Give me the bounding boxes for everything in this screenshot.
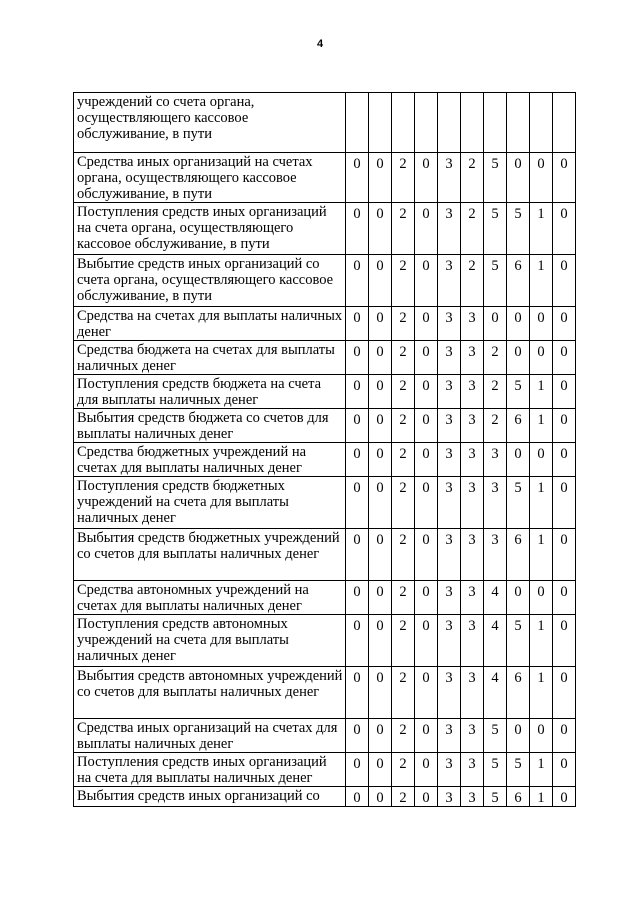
code-digit-cell: 0 bbox=[415, 307, 438, 341]
code-digit-cell: 0 bbox=[530, 443, 553, 477]
code-digit-cell: 0 bbox=[553, 307, 576, 341]
code-digit-cell: 1 bbox=[530, 615, 553, 667]
code-digit-cell: 2 bbox=[392, 409, 415, 443]
code-digit-cell: 0 bbox=[346, 667, 369, 719]
code-digit-cell: 0 bbox=[507, 307, 530, 341]
code-digit-cell: 0 bbox=[553, 719, 576, 753]
code-digit-cell: 0 bbox=[553, 477, 576, 529]
code-digit-cell: 0 bbox=[369, 375, 392, 409]
code-digit-cell: 3 bbox=[461, 753, 484, 787]
code-digit-cell: 0 bbox=[346, 307, 369, 341]
row-label: Средства бюджетных учреждений на счетах для выплаты наличных денег bbox=[74, 443, 346, 477]
account-codes-table bbox=[73, 92, 576, 807]
table-row bbox=[74, 341, 576, 375]
code-digit-cell: 3 bbox=[461, 443, 484, 477]
code-digit-cell: 4 bbox=[484, 667, 507, 719]
code-digit-cell: 2 bbox=[392, 753, 415, 787]
code-digit-cell: 2 bbox=[484, 409, 507, 443]
row-label: учреждений со счета органа, осуществляющего кассовое обслуживание, в пути bbox=[74, 93, 346, 153]
code-digit-cell: 5 bbox=[507, 753, 530, 787]
table-row bbox=[74, 787, 576, 807]
code-digit-cell: 3 bbox=[438, 203, 461, 255]
code-digit-cell: 0 bbox=[415, 153, 438, 203]
code-digit-cell: 0 bbox=[415, 443, 438, 477]
code-digit-cell bbox=[438, 93, 461, 153]
code-digit-cell: 0 bbox=[346, 203, 369, 255]
row-label: Средства на счетах для выплаты наличных денег bbox=[74, 307, 346, 341]
code-digit-cell: 3 bbox=[484, 477, 507, 529]
code-digit-cell: 2 bbox=[392, 307, 415, 341]
code-digit-cell: 5 bbox=[484, 719, 507, 753]
code-digit-cell: 0 bbox=[530, 341, 553, 375]
code-digit-cell: 0 bbox=[415, 255, 438, 307]
table-row bbox=[74, 443, 576, 477]
code-digit-cell bbox=[484, 93, 507, 153]
row-label: Выбытия средств автономных учреждений со счетов для выплаты наличных денег bbox=[74, 667, 346, 719]
code-digit-cell: 5 bbox=[484, 753, 507, 787]
code-digit-cell: 0 bbox=[369, 255, 392, 307]
code-digit-cell: 2 bbox=[392, 719, 415, 753]
code-digit-cell: 5 bbox=[507, 375, 530, 409]
code-digit-cell: 0 bbox=[553, 153, 576, 203]
code-digit-cell: 0 bbox=[507, 341, 530, 375]
code-digit-cell: 0 bbox=[369, 529, 392, 581]
code-digit-cell: 5 bbox=[507, 615, 530, 667]
code-digit-cell: 0 bbox=[553, 615, 576, 667]
code-digit-cell: 6 bbox=[507, 787, 530, 807]
code-digit-cell: 0 bbox=[415, 787, 438, 807]
code-digit-cell: 0 bbox=[415, 341, 438, 375]
table-row bbox=[74, 307, 576, 341]
code-digit-cell: 0 bbox=[530, 153, 553, 203]
code-digit-cell: 2 bbox=[392, 615, 415, 667]
code-digit-cell: 0 bbox=[369, 719, 392, 753]
code-digit-cell: 1 bbox=[530, 667, 553, 719]
code-digit-cell: 3 bbox=[484, 443, 507, 477]
code-digit-cell: 0 bbox=[369, 753, 392, 787]
code-digit-cell: 0 bbox=[415, 753, 438, 787]
code-digit-cell: 0 bbox=[415, 477, 438, 529]
code-digit-cell: 0 bbox=[415, 615, 438, 667]
code-digit-cell: 1 bbox=[530, 409, 553, 443]
code-digit-cell: 3 bbox=[438, 477, 461, 529]
code-digit-cell: 3 bbox=[438, 719, 461, 753]
code-digit-cell: 1 bbox=[530, 529, 553, 581]
code-digit-cell: 1 bbox=[530, 255, 553, 307]
code-digit-cell: 5 bbox=[507, 477, 530, 529]
code-digit-cell: 0 bbox=[369, 581, 392, 615]
code-digit-cell: 3 bbox=[438, 375, 461, 409]
code-digit-cell: 1 bbox=[530, 787, 553, 807]
code-digit-cell: 3 bbox=[438, 255, 461, 307]
code-digit-cell: 5 bbox=[484, 787, 507, 807]
code-digit-cell: 6 bbox=[507, 409, 530, 443]
row-label: Поступления средств иных организаций на счета органа, осуществляющего кассовое обслуживание, в пути bbox=[74, 203, 346, 255]
code-digit-cell: 3 bbox=[438, 753, 461, 787]
code-digit-cell: 3 bbox=[461, 375, 484, 409]
table-row bbox=[74, 477, 576, 529]
code-digit-cell: 0 bbox=[369, 341, 392, 375]
row-label: Выбытия средств бюджета со счетов для выплаты наличных денег bbox=[74, 409, 346, 443]
code-digit-cell: 0 bbox=[507, 443, 530, 477]
code-digit-cell: 2 bbox=[392, 443, 415, 477]
code-digit-cell: 2 bbox=[392, 341, 415, 375]
code-digit-cell: 0 bbox=[369, 615, 392, 667]
code-digit-cell: 2 bbox=[484, 375, 507, 409]
code-digit-cell bbox=[461, 93, 484, 153]
code-digit-cell: 2 bbox=[461, 203, 484, 255]
code-digit-cell: 0 bbox=[484, 307, 507, 341]
code-digit-cell: 3 bbox=[461, 581, 484, 615]
code-digit-cell: 3 bbox=[438, 307, 461, 341]
code-digit-cell: 3 bbox=[461, 477, 484, 529]
table-row bbox=[74, 375, 576, 409]
code-digit-cell: 0 bbox=[415, 375, 438, 409]
code-digit-cell: 0 bbox=[369, 787, 392, 807]
code-digit-cell: 2 bbox=[392, 375, 415, 409]
code-digit-cell: 3 bbox=[461, 529, 484, 581]
code-digit-cell: 2 bbox=[392, 153, 415, 203]
code-digit-cell: 6 bbox=[507, 667, 530, 719]
table-row bbox=[74, 753, 576, 787]
table-row bbox=[74, 409, 576, 443]
code-digit-cell: 2 bbox=[461, 153, 484, 203]
code-digit-cell: 0 bbox=[346, 719, 369, 753]
code-digit-cell: 0 bbox=[369, 307, 392, 341]
code-digit-cell: 3 bbox=[438, 153, 461, 203]
row-label: Поступления средств бюджетных учреждений на счета для выплаты наличных денег bbox=[74, 477, 346, 529]
code-digit-cell: 0 bbox=[415, 203, 438, 255]
code-digit-cell: 3 bbox=[438, 409, 461, 443]
code-digit-cell: 5 bbox=[484, 255, 507, 307]
row-label: Поступления средств бюджета на счета для выплаты наличных денег bbox=[74, 375, 346, 409]
code-digit-cell: 1 bbox=[530, 753, 553, 787]
code-digit-cell: 0 bbox=[346, 477, 369, 529]
code-digit-cell: 3 bbox=[461, 667, 484, 719]
code-digit-cell: 3 bbox=[461, 409, 484, 443]
code-digit-cell: 0 bbox=[415, 581, 438, 615]
row-label: Средства бюджета на счетах для выплаты наличных денег bbox=[74, 341, 346, 375]
code-digit-cell: 0 bbox=[369, 153, 392, 203]
table-row bbox=[74, 93, 576, 153]
code-digit-cell: 0 bbox=[553, 341, 576, 375]
code-digit-cell: 0 bbox=[553, 255, 576, 307]
code-digit-cell: 0 bbox=[346, 787, 369, 807]
code-digit-cell: 0 bbox=[346, 753, 369, 787]
code-digit-cell: 1 bbox=[530, 477, 553, 529]
code-digit-cell bbox=[553, 93, 576, 153]
code-digit-cell: 3 bbox=[461, 341, 484, 375]
code-digit-cell: 3 bbox=[461, 615, 484, 667]
code-digit-cell: 0 bbox=[369, 477, 392, 529]
row-label: Поступления средств иных организаций на счета для выплаты наличных денег bbox=[74, 753, 346, 787]
code-digit-cell: 4 bbox=[484, 615, 507, 667]
code-digit-cell: 5 bbox=[484, 203, 507, 255]
code-digit-cell: 0 bbox=[346, 409, 369, 443]
code-digit-cell: 3 bbox=[438, 667, 461, 719]
code-digit-cell: 2 bbox=[392, 255, 415, 307]
code-digit-cell: 0 bbox=[415, 529, 438, 581]
row-label: Выбытие средств иных организаций со счета органа, осуществляющего кассовое обслуживание, в пути bbox=[74, 255, 346, 307]
code-digit-cell: 3 bbox=[438, 615, 461, 667]
code-digit-cell: 0 bbox=[507, 719, 530, 753]
code-digit-cell: 0 bbox=[530, 581, 553, 615]
code-digit-cell: 3 bbox=[438, 787, 461, 807]
code-digit-cell: 2 bbox=[392, 203, 415, 255]
code-digit-cell: 3 bbox=[461, 787, 484, 807]
code-digit-cell: 0 bbox=[369, 203, 392, 255]
code-digit-cell: 0 bbox=[553, 409, 576, 443]
code-digit-cell: 2 bbox=[392, 787, 415, 807]
code-digit-cell: 4 bbox=[484, 581, 507, 615]
code-digit-cell: 0 bbox=[553, 667, 576, 719]
row-label: Средства иных организаций на счетах для выплаты наличных денег bbox=[74, 719, 346, 753]
code-digit-cell: 0 bbox=[346, 375, 369, 409]
code-digit-cell: 0 bbox=[553, 581, 576, 615]
row-label: Выбытия средств бюджетных учреждений со счетов для выплаты наличных денег bbox=[74, 529, 346, 581]
code-digit-cell: 2 bbox=[461, 255, 484, 307]
row-label: Выбытия средств иных организаций со bbox=[74, 787, 346, 807]
code-digit-cell: 2 bbox=[392, 477, 415, 529]
code-digit-cell bbox=[369, 93, 392, 153]
row-label: Средства иных организаций на счетах органа, осуществляющего кассовое обслуживание, в пути bbox=[74, 153, 346, 203]
code-digit-cell: 0 bbox=[415, 409, 438, 443]
code-digit-cell: 3 bbox=[438, 443, 461, 477]
code-digit-cell: 2 bbox=[484, 341, 507, 375]
code-digit-cell: 1 bbox=[530, 375, 553, 409]
code-digit-cell bbox=[530, 93, 553, 153]
code-digit-cell: 0 bbox=[369, 409, 392, 443]
page-number: 4 bbox=[316, 38, 324, 50]
code-digit-cell: 0 bbox=[530, 719, 553, 753]
code-digit-cell: 5 bbox=[484, 153, 507, 203]
code-digit-cell: 0 bbox=[346, 443, 369, 477]
code-digit-cell bbox=[346, 93, 369, 153]
code-digit-cell: 0 bbox=[553, 375, 576, 409]
code-digit-cell bbox=[415, 93, 438, 153]
table-row bbox=[74, 203, 576, 255]
code-digit-cell: 0 bbox=[369, 667, 392, 719]
code-digit-cell: 0 bbox=[346, 255, 369, 307]
table-row bbox=[74, 581, 576, 615]
code-digit-cell: 0 bbox=[369, 443, 392, 477]
code-digit-cell: 0 bbox=[346, 615, 369, 667]
code-digit-cell bbox=[507, 93, 530, 153]
code-digit-cell: 2 bbox=[392, 581, 415, 615]
code-digit-cell: 0 bbox=[553, 443, 576, 477]
code-digit-cell bbox=[392, 93, 415, 153]
code-digit-cell: 5 bbox=[507, 203, 530, 255]
code-digit-cell: 0 bbox=[553, 203, 576, 255]
code-digit-cell: 1 bbox=[530, 203, 553, 255]
code-digit-cell: 0 bbox=[553, 753, 576, 787]
code-digit-cell: 0 bbox=[553, 787, 576, 807]
table-row bbox=[74, 153, 576, 203]
code-digit-cell: 0 bbox=[346, 529, 369, 581]
code-digit-cell: 0 bbox=[553, 529, 576, 581]
code-digit-cell: 0 bbox=[507, 153, 530, 203]
code-digit-cell: 0 bbox=[415, 667, 438, 719]
code-digit-cell: 3 bbox=[438, 341, 461, 375]
code-digit-cell: 6 bbox=[507, 529, 530, 581]
code-digit-cell: 0 bbox=[530, 307, 553, 341]
row-label: Средства автономных учреждений на счетах для выплаты наличных денег bbox=[74, 581, 346, 615]
row-label: Поступления средств автономных учреждений на счета для выплаты наличных денег bbox=[74, 615, 346, 667]
code-digit-cell: 3 bbox=[438, 581, 461, 615]
table-row bbox=[74, 615, 576, 667]
table-body bbox=[74, 93, 576, 807]
table-row bbox=[74, 667, 576, 719]
code-digit-cell: 0 bbox=[346, 153, 369, 203]
code-digit-cell: 3 bbox=[461, 307, 484, 341]
code-digit-cell: 3 bbox=[484, 529, 507, 581]
code-digit-cell: 2 bbox=[392, 529, 415, 581]
code-digit-cell: 0 bbox=[415, 719, 438, 753]
table-row bbox=[74, 255, 576, 307]
code-digit-cell: 0 bbox=[507, 581, 530, 615]
table-row bbox=[74, 719, 576, 753]
code-digit-cell: 3 bbox=[461, 719, 484, 753]
table-row bbox=[74, 529, 576, 581]
code-digit-cell: 0 bbox=[346, 581, 369, 615]
code-digit-cell: 6 bbox=[507, 255, 530, 307]
code-digit-cell: 3 bbox=[438, 529, 461, 581]
code-digit-cell: 2 bbox=[392, 667, 415, 719]
code-digit-cell: 0 bbox=[346, 341, 369, 375]
